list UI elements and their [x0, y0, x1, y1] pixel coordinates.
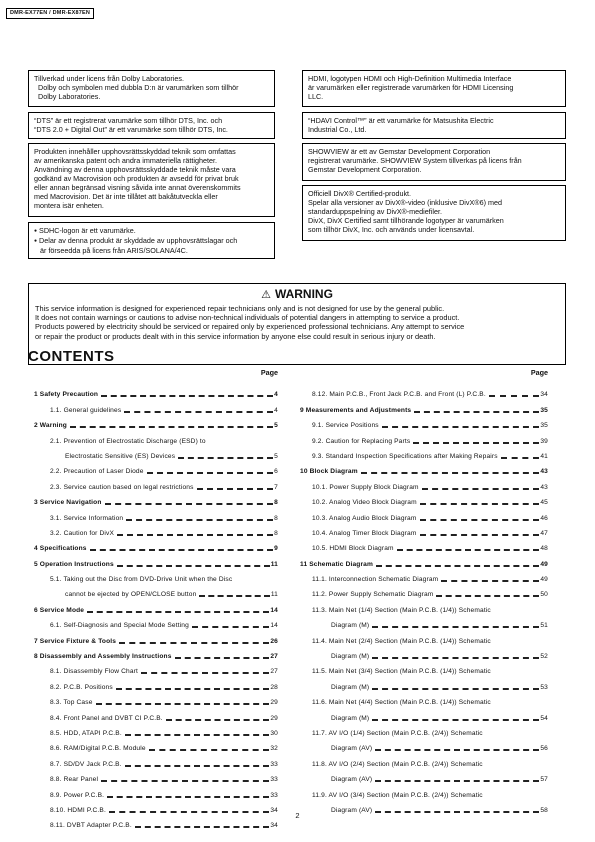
toc-dot-leader — [413, 442, 539, 444]
toc-entry-title: 8.7. SD/DV Jack P.C.B. — [50, 760, 122, 768]
toc-dot-leader — [422, 488, 540, 490]
warning-line: It does not contain warnings or cautions to advise non-technical individuals of potential dangers in attempting to service a product. — [35, 313, 460, 323]
toc-entry-title: 9.2. Caution for Replacing Parts — [312, 437, 411, 445]
warning-heading — [35, 287, 559, 302]
toc-entry-page: 14 — [270, 622, 278, 630]
toc-entry[interactable] — [300, 661, 548, 676]
toc-entry-page: 14 — [270, 606, 278, 614]
toc-entry-page: 28 — [270, 683, 278, 691]
toc-entry[interactable] — [300, 646, 548, 661]
toc-entry[interactable] — [34, 446, 278, 461]
toc-entry-title: 10 Block Diagram — [300, 468, 358, 476]
page-column-header: Page — [530, 368, 548, 377]
toc-entry-title: 10.4. Analog Timer Block Diagram — [312, 529, 417, 537]
toc-entry[interactable] — [300, 707, 548, 722]
license-line: godkänd av Macrovision och produkten är avsedd för privat bruk — [34, 174, 239, 183]
toc-entry[interactable] — [34, 692, 278, 707]
license-box-hdavi — [302, 112, 566, 139]
toc-entry-title: 1 Safety Precaution — [34, 391, 99, 399]
toc-entry-title: 8.9. Power P.C.B. — [50, 791, 105, 799]
toc-dot-leader — [192, 626, 269, 628]
toc-dot-leader — [116, 688, 270, 690]
toc-entry[interactable] — [300, 753, 548, 768]
toc-entry-page: 6 — [274, 468, 278, 476]
toc-entry-title: 8.3. Top Case — [50, 699, 93, 707]
license-line: av amerikanska patent och andra immateriella rättigheter. — [34, 156, 217, 165]
toc-entry-title: Diagram (AV) — [331, 806, 373, 814]
toc-entry[interactable] — [300, 461, 548, 476]
toc-dot-leader — [501, 457, 540, 459]
toc-entry-page: 26 — [270, 637, 278, 645]
warning-line: This service information is designed for experienced repair technicians only and is not designed for use by the general public. — [35, 304, 445, 313]
license-line: som tillhör DivX, Inc. och används under licensavtal. — [308, 225, 475, 234]
license-line: Produkten innehåller upphovsrättsskyddad teknik som omfattas — [34, 147, 236, 156]
license-line: registrerat varumärke. SHOWVIEW System tillverkas på licens från — [308, 156, 522, 165]
toc-entry[interactable] — [300, 384, 548, 399]
toc-dot-leader — [372, 688, 539, 690]
toc-entry-title: 11.3. Main Net (1/4) Section (Main P.C.B. (1/4)) Schematic — [312, 606, 491, 614]
toc-entry-page: 4 — [274, 391, 278, 399]
license-line: “HDAVI Control™” är ett varumärke för Matsushita Electric — [308, 116, 494, 125]
toc-dot-leader — [372, 719, 539, 721]
toc-entry[interactable] — [300, 784, 548, 799]
toc-entry[interactable] — [300, 569, 548, 584]
toc-entry-title: 8.6. RAM/Digital P.C.B. Module — [50, 745, 146, 753]
toc-entry-title: 11.1. Interconnection Schematic Diagram — [312, 576, 439, 584]
toc-entry-title: Diagram (M) — [331, 622, 370, 630]
toc-dot-leader — [107, 796, 269, 798]
toc-dot-leader — [147, 472, 274, 474]
toc-dot-leader — [175, 657, 270, 659]
toc-dot-leader — [375, 780, 539, 782]
toc-entry-page: 43 — [540, 483, 548, 491]
license-line: Användning av denna upphovsrättsskyddade teknik måste vara — [34, 165, 236, 174]
toc-entry-page: 11 — [270, 560, 278, 568]
toc-entry-title: 10.3. Analog Audio Block Diagram — [312, 514, 417, 522]
toc-entry-page: 30 — [270, 729, 278, 737]
toc-entry-page: 32 — [270, 745, 278, 753]
license-line: “DTS 2.0 + Digital Out” är ett varumärke som tillhör DTS, Inc. — [34, 125, 228, 134]
license-line: Gemstar Development Corporation. — [308, 165, 422, 174]
license-line: Officiell DivX® Certified-produkt. — [308, 189, 412, 198]
toc-entry-title: Electrostatic Sensitive (ES) Devices — [65, 452, 176, 460]
toc-entry-page: 33 — [270, 760, 278, 768]
toc-entry[interactable] — [300, 630, 548, 645]
toc-entry-page: 34 — [540, 391, 548, 399]
license-box-showview — [302, 143, 566, 181]
license-line: LLC. — [308, 92, 324, 101]
toc-entry-title: 2 Warning — [34, 422, 67, 430]
warning-triangle-icon: ⚠ — [261, 289, 271, 301]
toc-entry[interactable] — [34, 646, 278, 661]
license-box-divx — [302, 185, 566, 241]
toc-entry[interactable] — [34, 599, 278, 614]
toc-entry-title: 7 Service Fixture & Tools — [34, 637, 117, 645]
toc-dot-leader — [149, 749, 270, 751]
toc-entry-page: 46 — [540, 514, 548, 522]
toc-dot-leader — [420, 503, 540, 505]
toc-entry[interactable] — [34, 769, 278, 784]
toc-entry[interactable] — [300, 599, 548, 614]
toc-entry[interactable] — [300, 415, 548, 430]
toc-entry-title: 11.5. Main Net (3/4) Section (Main P.C.B. (1/4)) Schematic — [312, 668, 491, 676]
toc-entry[interactable] — [34, 399, 278, 414]
contents-title: CONTENTS — [28, 348, 115, 365]
license-box-dolby — [28, 70, 275, 107]
license-line: SHOWVIEW är ett av Gemstar Development Corporation — [308, 147, 491, 156]
toc-entry-title: 3.1. Service Information — [50, 514, 124, 522]
toc-entry[interactable] — [300, 692, 548, 707]
toc-entry-title: 10.1. Power Supply Block Diagram — [312, 483, 419, 491]
toc-entry-title: 3 Service Navigation — [34, 499, 102, 507]
toc-dot-leader — [117, 565, 270, 567]
toc-entry-page: 57 — [540, 776, 548, 784]
toc-entry-page: 45 — [540, 499, 548, 507]
toc-dot-leader — [414, 411, 539, 413]
toc-entry[interactable] — [34, 753, 278, 768]
toc-entry-title: 2.3. Service caution based on legal restrictions — [50, 483, 194, 491]
license-line: standarduppspelning av DivX®-mediefiler. — [308, 207, 442, 216]
toc-entry-title: 8.8. Rear Panel — [50, 776, 99, 784]
toc-entry-page: 8 — [274, 499, 278, 507]
toc-entry-title: 9.3. Standard Inspection Specifications after Making Repairs — [312, 452, 498, 460]
toc-dot-leader — [382, 426, 540, 428]
warning-body — [35, 304, 559, 341]
toc-entry-title: 8 Disassembly and Assembly Instructions — [34, 653, 172, 661]
toc-entry[interactable] — [34, 569, 278, 584]
toc-entry[interactable] — [300, 507, 548, 522]
license-box-macrovision — [28, 143, 275, 217]
toc-entry[interactable] — [34, 707, 278, 722]
toc-dot-leader — [372, 626, 539, 628]
toc-dot-leader — [87, 611, 269, 613]
toc-entry-page: 8 — [274, 514, 278, 522]
toc-entry[interactable] — [34, 784, 278, 799]
toc-entry[interactable] — [34, 507, 278, 522]
toc-entry[interactable] — [34, 615, 278, 630]
toc-entry-page: 7 — [274, 483, 278, 491]
toc-entry-page: 33 — [270, 776, 278, 784]
warning-title: WARNING — [274, 287, 333, 301]
toc-dot-leader — [70, 426, 273, 428]
toc-dot-leader — [441, 580, 539, 582]
toc-entry[interactable] — [34, 476, 278, 491]
license-line: Industrial Co., Ltd. — [308, 125, 367, 134]
toc-entry-title: 8.10. HDMI P.C.B. — [50, 806, 106, 814]
license-line: eller annan begränsad visning såvida inte annat överenskommits — [34, 183, 241, 192]
toc-dot-leader — [420, 519, 540, 521]
toc-entry-title: Diagram (M) — [331, 714, 370, 722]
toc-dot-leader — [119, 642, 269, 644]
toc-entry[interactable] — [34, 538, 278, 553]
toc-entry-page: 51 — [540, 622, 548, 630]
toc-entry-page: 4 — [274, 406, 278, 414]
toc-entry[interactable] — [34, 461, 278, 476]
toc-entry[interactable] — [300, 492, 548, 507]
license-line: HDMI, logotypen HDMI och High-Definition Multimedia Interface — [308, 74, 512, 83]
toc-entry[interactable] — [300, 676, 548, 691]
toc-dot-leader — [117, 534, 273, 536]
license-line: ● SDHC-logon är ett varumärke. — [34, 226, 269, 236]
toc-entry-title: 8.5. HDD, ATAPI P.C.B. — [50, 729, 122, 737]
toc-entry-page: 48 — [540, 545, 548, 553]
toc-entry[interactable] — [300, 476, 548, 491]
toc-entry[interactable] — [300, 723, 548, 738]
toc-entry-page: 35 — [540, 422, 548, 430]
license-box-sdhc — [28, 222, 275, 259]
toc-entry-page: 11 — [270, 591, 278, 599]
toc-entry-page: 33 — [270, 791, 278, 799]
toc-entry-page: 9 — [274, 545, 278, 553]
toc-entry-title: Diagram (AV) — [331, 745, 373, 753]
toc-entry-title: 11 Schematic Diagram — [300, 560, 374, 568]
toc-entry[interactable] — [34, 723, 278, 738]
license-line: “DTS” är ett registrerat varumärke som tillhör DTS, Inc. och — [34, 116, 223, 125]
model-header-tag: DMR-EX77EN / DMR-EX87EN — [6, 8, 94, 19]
toc-entry-title: cannot be ejected by OPEN/CLOSE button — [65, 591, 197, 599]
toc-dot-leader — [101, 780, 269, 782]
toc-dot-leader — [135, 826, 270, 828]
toc-entry-title: 9.1. Service Positions — [312, 422, 379, 430]
toc-entry[interactable] — [34, 584, 278, 599]
toc-entry-title: Diagram (M) — [331, 653, 370, 661]
warning-line: Products powered by electricity should be serviced or repaired only by experienced professional technicians. Any attempt to service — [35, 322, 465, 332]
toc-entry-page: 52 — [540, 653, 548, 661]
toc-entry-title: 10.2. Analog Video Block Diagram — [312, 499, 417, 507]
toc-entry-title: 8.12. Main P.C.B., Front Jack P.C.B. and Front (L) P.C.B. — [312, 391, 486, 399]
toc-dot-leader — [372, 657, 539, 659]
toc-entry-page: 49 — [540, 576, 548, 584]
toc-dot-leader — [397, 549, 540, 551]
toc-entry-page: 41 — [540, 452, 548, 460]
toc-entry-page: 29 — [270, 699, 278, 707]
toc-entry[interactable] — [34, 676, 278, 691]
toc-left-column — [34, 368, 278, 830]
toc-dot-leader — [105, 503, 274, 505]
license-line: är varumärken eller registrerade varumärken för HDMI Licensing — [308, 83, 514, 92]
toc-dot-leader — [375, 749, 539, 751]
toc-dot-leader — [166, 719, 270, 721]
toc-entry-title: 1.1. General guidelines — [50, 406, 122, 414]
toc-dot-leader — [126, 519, 273, 521]
toc-entry-page: 39 — [540, 437, 548, 445]
toc-entry[interactable] — [34, 738, 278, 753]
toc-entry-page: 27 — [270, 653, 278, 661]
license-line: montera isär enheten. — [34, 201, 104, 210]
license-line: Spelar alla versioner av DivX®-video (inklusive DivX®6) med — [308, 198, 502, 207]
toc-dot-leader — [361, 472, 540, 474]
toc-right-column — [300, 368, 548, 815]
toc-entry-title: 8.2. P.C.B. Positions — [50, 683, 113, 691]
toc-entry[interactable] — [34, 523, 278, 538]
toc-entry-title: 4 Specifications — [34, 545, 87, 553]
toc-entry-title: 11.8. AV I/O (2/4) Section (Main P.C.B. (2/4)) Schematic — [312, 760, 483, 768]
toc-dot-leader — [178, 457, 273, 459]
toc-entry-title: 6 Service Mode — [34, 606, 85, 614]
toc-entry[interactable] — [34, 492, 278, 507]
toc-entry[interactable] — [300, 553, 548, 568]
toc-dot-leader — [125, 765, 270, 767]
toc-dot-leader — [420, 534, 540, 536]
toc-entry[interactable] — [34, 630, 278, 645]
license-line: DivX, DivX Certified samt tillhörande logotyper är varumärken — [308, 216, 504, 225]
toc-dot-leader — [90, 549, 274, 551]
toc-entry[interactable] — [34, 661, 278, 676]
toc-dot-leader — [376, 565, 539, 567]
toc-dot-leader — [124, 411, 273, 413]
toc-entry-title: 2.2. Precaution of Laser Diode — [50, 468, 144, 476]
toc-entry[interactable] — [34, 553, 278, 568]
license-box-dts — [28, 112, 275, 139]
toc-entry-title: 10.5. HDMI Block Diagram — [312, 545, 394, 553]
toc-entry-page: 53 — [540, 683, 548, 691]
toc-dot-leader — [141, 672, 269, 674]
toc-dot-leader — [125, 734, 270, 736]
toc-entry-title: 11.2. Power Supply Schematic Diagram — [312, 591, 434, 599]
toc-entry-title: 3.2. Caution for DivX — [50, 529, 114, 537]
toc-dot-leader — [197, 488, 274, 490]
toc-entry-title: 11.7. AV I/O (1/4) Section (Main P.C.B. (2/4)) Schematic — [312, 729, 483, 737]
toc-entry-page: 43 — [540, 468, 548, 476]
toc-entry-page: 34 — [270, 822, 278, 830]
toc-entry-title: 9 Measurements and Adjustments — [300, 406, 412, 414]
toc-entry[interactable] — [300, 615, 548, 630]
toc-entry[interactable] — [300, 399, 548, 414]
toc-entry-page: 54 — [540, 714, 548, 722]
warning-line: or repair the product or products dealt with in this service information by anyone else could result in serious injury or death. — [35, 331, 436, 341]
toc-entry[interactable] — [34, 430, 278, 445]
toc-entry-page: 58 — [540, 806, 548, 814]
toc-entry[interactable] — [300, 738, 548, 753]
toc-entry-page: 27 — [270, 668, 278, 676]
toc-entry-title: Diagram (AV) — [331, 776, 373, 784]
toc-entry[interactable] — [300, 446, 548, 461]
toc-entry-page: 49 — [540, 560, 548, 568]
toc-entry-title: 6.1. Self-Diagnosis and Special Mode Setting — [50, 622, 189, 630]
toc-dot-leader — [96, 703, 270, 705]
toc-entry[interactable] — [300, 430, 548, 445]
toc-dot-leader — [489, 395, 540, 397]
toc-entry-page: 56 — [540, 745, 548, 753]
toc-entry-title: Diagram (M) — [331, 683, 370, 691]
toc-entry-title: 5.1. Taking out the Disc from DVD-Drive Unit when the Disc — [50, 576, 233, 584]
page-number: 2 — [295, 811, 300, 820]
toc-entry-title: 5 Operation Instructions — [34, 560, 114, 568]
toc-entry-title: 8.1. Disassembly Flow Chart — [50, 668, 138, 676]
toc-entry-title: 11.6. Main Net (4/4) Section (Main P.C.B. (1/4)) Schematic — [312, 699, 491, 707]
toc-entry-page: 5 — [274, 422, 278, 430]
page-column-header: Page — [260, 368, 278, 377]
toc-dot-leader — [199, 595, 269, 597]
license-line: Tillverkad under licens från Dolby Laboratories. — [34, 74, 184, 83]
toc-dot-leader — [101, 395, 273, 397]
toc-entry-title: 8.11. DVBT Adapter P.C.B. — [50, 822, 132, 830]
toc-dot-leader — [436, 595, 539, 597]
toc-entry-title: 2.1. Prevention of Electrostatic Discharge (ESD) to — [50, 437, 206, 445]
license-box-hdmi — [302, 70, 566, 107]
toc-entry[interactable] — [300, 538, 548, 553]
toc-entry-title: 11.9. AV I/O (3/4) Section (Main P.C.B. (2/4)) Schematic — [312, 791, 483, 799]
toc-entry-page: 8 — [274, 529, 278, 537]
license-line: Dolby Laboratories. — [38, 92, 101, 101]
license-line: Dolby och symbolen med dubbla D:n är varumärken som tillhör — [38, 83, 239, 92]
toc-entry[interactable] — [34, 384, 278, 399]
toc-entry[interactable] — [34, 415, 278, 430]
toc-entry-title: 8.4. Front Panel and DVBT CI P.C.B. — [50, 714, 163, 722]
toc-entry-page: 34 — [270, 806, 278, 814]
toc-entry-page: 47 — [540, 529, 548, 537]
toc-entry-page: 50 — [540, 591, 548, 599]
license-line: med Macrovision. Det är inte tillåtet att bakåtutveckla eller — [34, 192, 218, 201]
toc-entry-page: 5 — [274, 452, 278, 460]
toc-entry-page: 29 — [270, 714, 278, 722]
toc-entry[interactable] — [300, 584, 548, 599]
toc-entry[interactable] — [300, 769, 548, 784]
toc-entry-title: 11.4. Main Net (2/4) Section (Main P.C.B. (1/4)) Schematic — [312, 637, 491, 645]
toc-entry-page: 35 — [540, 406, 548, 414]
license-line: ● Delar av denna produkt är skyddade av upphovsrättslagar och — [34, 236, 269, 246]
license-line: är förseedda på licens från ARIS/SOLANA/4C. — [40, 246, 188, 255]
toc-entry[interactable] — [300, 523, 548, 538]
